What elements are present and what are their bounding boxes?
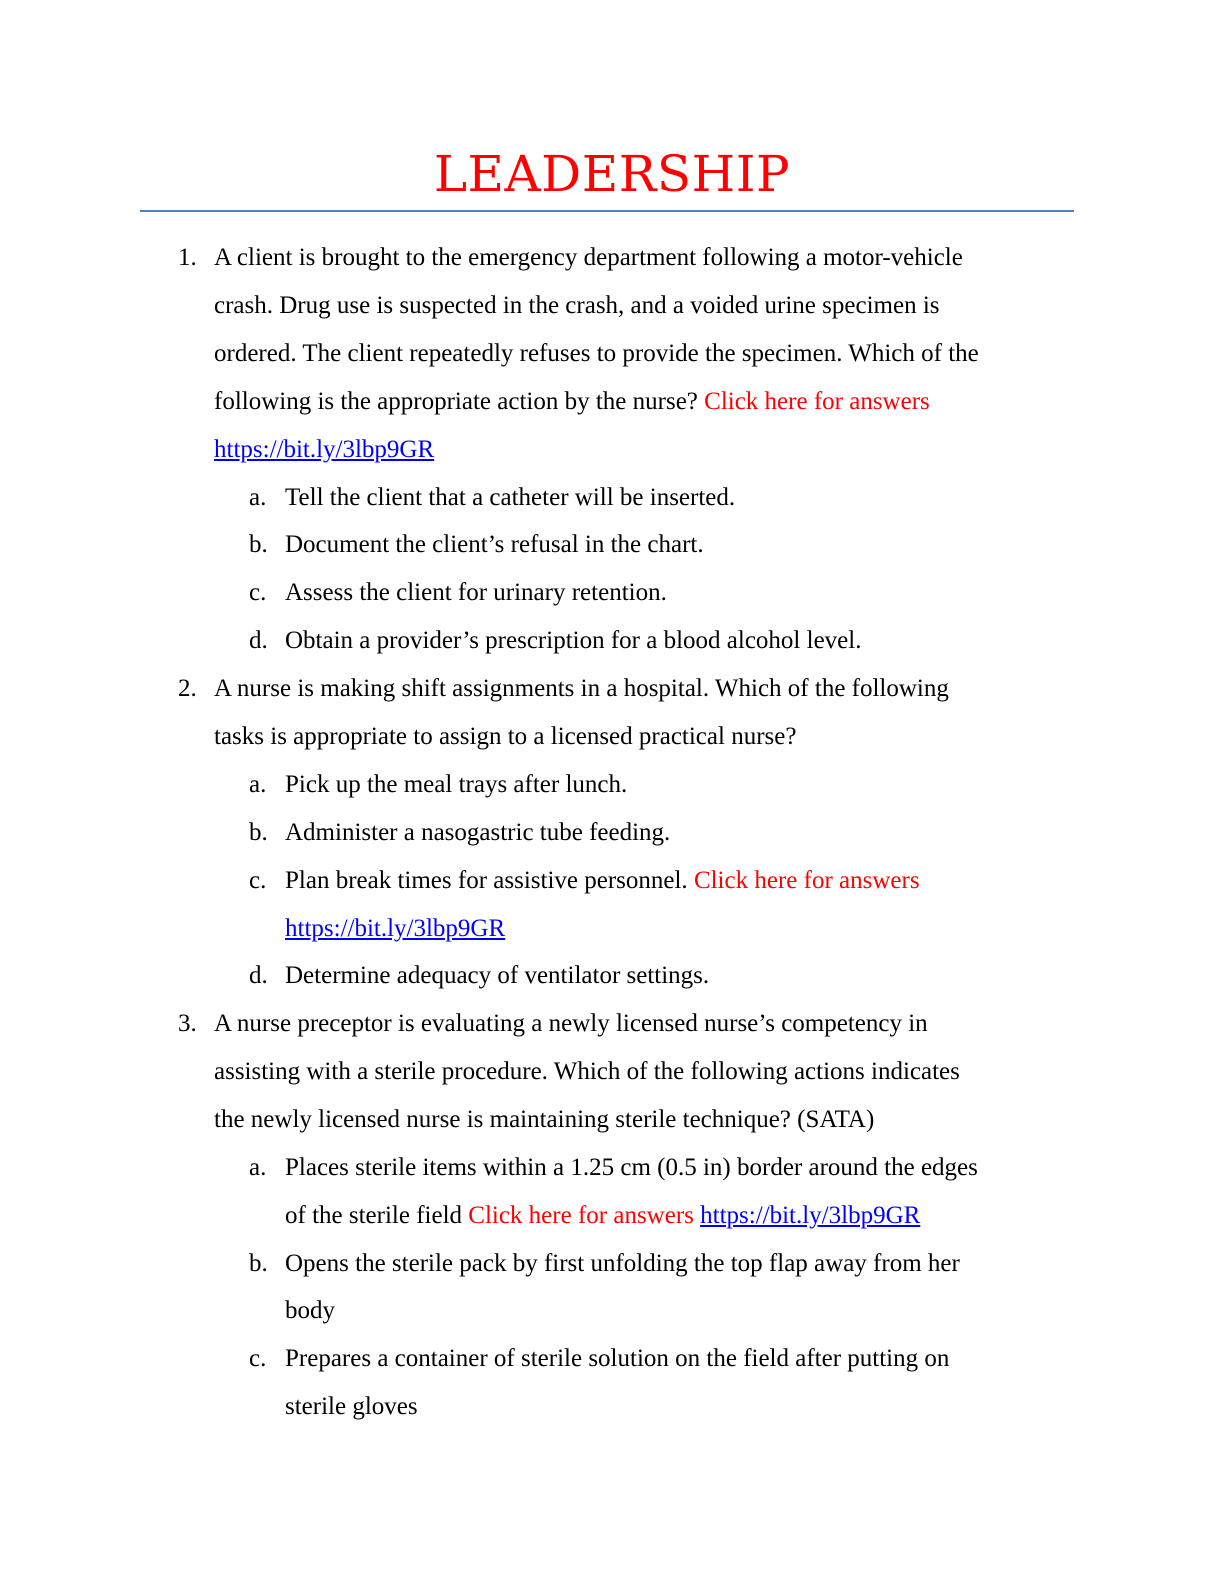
option-text: Obtain a provider’s prescription for a blood alcohol level. — [285, 627, 862, 654]
question-text-line — [214, 387, 930, 417]
question-number: 3. — [178, 1010, 197, 1037]
option-text: Prepares a container of sterile solution on the field after putting on — [285, 1345, 950, 1372]
option-text: body — [285, 1297, 335, 1324]
question-number: 1. — [178, 244, 197, 271]
answers-link[interactable]: https://bit.ly/3lbp9GR — [214, 436, 435, 463]
option-text: Opens the sterile pack by first unfolding the top flap away from her — [285, 1250, 960, 1277]
question-text-line: assisting with a sterile procedure. Which of the following actions indicates — [214, 1058, 960, 1085]
answers-link[interactable]: https://bit.ly/3lbp9GR — [700, 1202, 921, 1229]
option-text: Pick up the meal trays after lunch. — [285, 771, 628, 798]
answers-callout: Click here for answers — [693, 867, 920, 894]
option-text: Plan break times for assistive personnel. — [285, 867, 688, 894]
option-letter: a. — [249, 1154, 267, 1181]
question-text-line: tasks is appropriate to assign to a licensed practical nurse? — [214, 723, 797, 750]
option-text: sterile gloves — [285, 1393, 418, 1420]
option-text: Determine adequacy of ventilator settings. — [285, 962, 710, 989]
option-letter: d. — [249, 962, 268, 989]
option-letter: c. — [249, 1345, 267, 1372]
option-text-line — [285, 1201, 920, 1231]
option-letter: a. — [249, 484, 267, 511]
option-text: of the sterile field — [285, 1202, 463, 1229]
option-letter: b. — [249, 531, 268, 558]
question-text-line: ordered. The client repeatedly refuses to provide the specimen. Which of the — [214, 340, 979, 367]
option-text: Assess the client for urinary retention. — [285, 579, 667, 606]
option-text: Tell the client that a catheter will be inserted. — [285, 484, 736, 511]
option-letter: c. — [249, 579, 267, 606]
question-text-line: A nurse is making shift assignments in a hospital. Which of the following — [214, 675, 949, 702]
option-text: Document the client’s refusal in the chart. — [285, 531, 704, 558]
answers-callout: Click here for answers — [704, 388, 930, 415]
question-text-line: A nurse preceptor is evaluating a newly licensed nurse’s competency in — [214, 1010, 928, 1037]
answers-link-line — [214, 435, 434, 465]
question-text-line: A client is brought to the emergency department following a motor-vehicle — [214, 244, 963, 271]
answers-link-line — [285, 914, 505, 944]
option-letter: c. — [249, 867, 267, 894]
question-text-line: the newly licensed nurse is maintaining sterile technique? (SATA) — [214, 1106, 875, 1133]
answers-callout: Click here for answers — [468, 1202, 694, 1229]
title-underline-rule — [140, 210, 1074, 212]
option-text: Places sterile items within a 1.25 cm (0.5 in) border around the edges — [285, 1154, 978, 1181]
page-title: LEADERSHIP — [433, 145, 791, 203]
option-letter: d. — [249, 627, 268, 654]
option-letter: b. — [249, 1250, 268, 1277]
answers-link[interactable]: https://bit.ly/3lbp9GR — [285, 915, 506, 942]
option-letter: a. — [249, 771, 267, 798]
option-letter: b. — [249, 819, 268, 846]
question-text: following is the appropriate action by the nurse? — [214, 388, 698, 415]
option-text-line — [285, 866, 920, 896]
option-text: Administer a nasogastric tube feeding. — [285, 819, 671, 846]
question-number: 2. — [178, 675, 197, 702]
question-text-line: crash. Drug use is suspected in the crash, and a voided urine specimen is — [214, 292, 940, 319]
